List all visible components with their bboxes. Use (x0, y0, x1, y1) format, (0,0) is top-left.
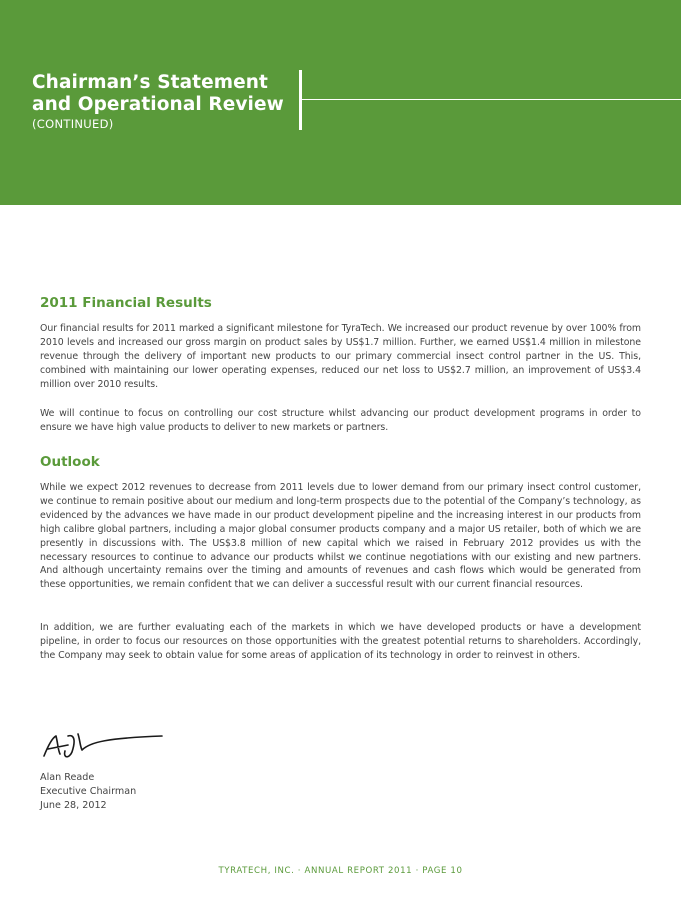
page-subtitle: (CONTINUED) (32, 117, 114, 131)
signatory-title: Executive Chairman (40, 786, 137, 797)
paragraph-financial-results-1: Our financial results for 2011 marked a significant milestone for TyraTech. We increased our product revenue by over 100% from 2010 levels and increased our gross margin on product sales by US$1.7 million. Further, we earned US$1.4 million in milestone revenue through the delivery of important new products to our primary commercial insect control partner in the US. This, combined with maintaining our lower operating expenses, reduced our net loss to US$2.7 million, an improvement of US$3.4 million over 2010 results. (40, 323, 641, 390)
signatory-date: June 28, 2012 (40, 800, 107, 811)
section-heading-financial-results: 2011 Financial Results (40, 295, 212, 311)
page-footer: TYRATECH, INC. · ANNUAL REPORT 2011 · PAGE 10 (218, 866, 463, 876)
signature-block (40, 771, 136, 813)
title-divider-horizontal (302, 99, 681, 100)
paragraph-outlook-1: While we expect 2012 revenues to decrease from 2011 levels due to lower demand from our primary insect control customer, we continue to remain positive about our medium and long-term prospects due to the potential of the Company’s technology, as evidenced by the advances we have made in our product development pipeline and the increasing interest in our products from high calibre global partners, including a major global consumer products company and a major US retailer, both of which we are presently in discussions with. The US$3.8 million of new capital which we raised in February 2012 provides us with the necessary resources to continue to advance our products whilst we continue negotiations with our existing and new partners. And although uncertainty remains over the timing and amounts of revenues and cash flows which would be generated from these opportunities, we remain confident that we can deliver a successful result with our current financial resources. (40, 482, 641, 591)
paragraph-financial-results-2: We will continue to focus on controlling our cost structure whilst advancing our product development programs in order to ensure we have high value products to deliver to new markets or partners. (40, 408, 641, 433)
signatory-name: Alan Reade (40, 772, 95, 783)
section-heading-outlook: Outlook (40, 454, 100, 470)
page-title: Chairman’s Statement and Operational Review (32, 72, 284, 115)
title-divider-vertical (299, 70, 302, 130)
header-banner (0, 0, 681, 205)
paragraph-outlook-2: In addition, we are further evaluating each of the markets in which we have developed products or have a development pipeline, in order to focus our resources on those opportunities with the greatest potential returns to shareholders. Accordingly, the Company may seek to obtain value for some areas of application of its technology in order to reinvest in others. (40, 622, 641, 661)
signature-image (38, 724, 168, 764)
